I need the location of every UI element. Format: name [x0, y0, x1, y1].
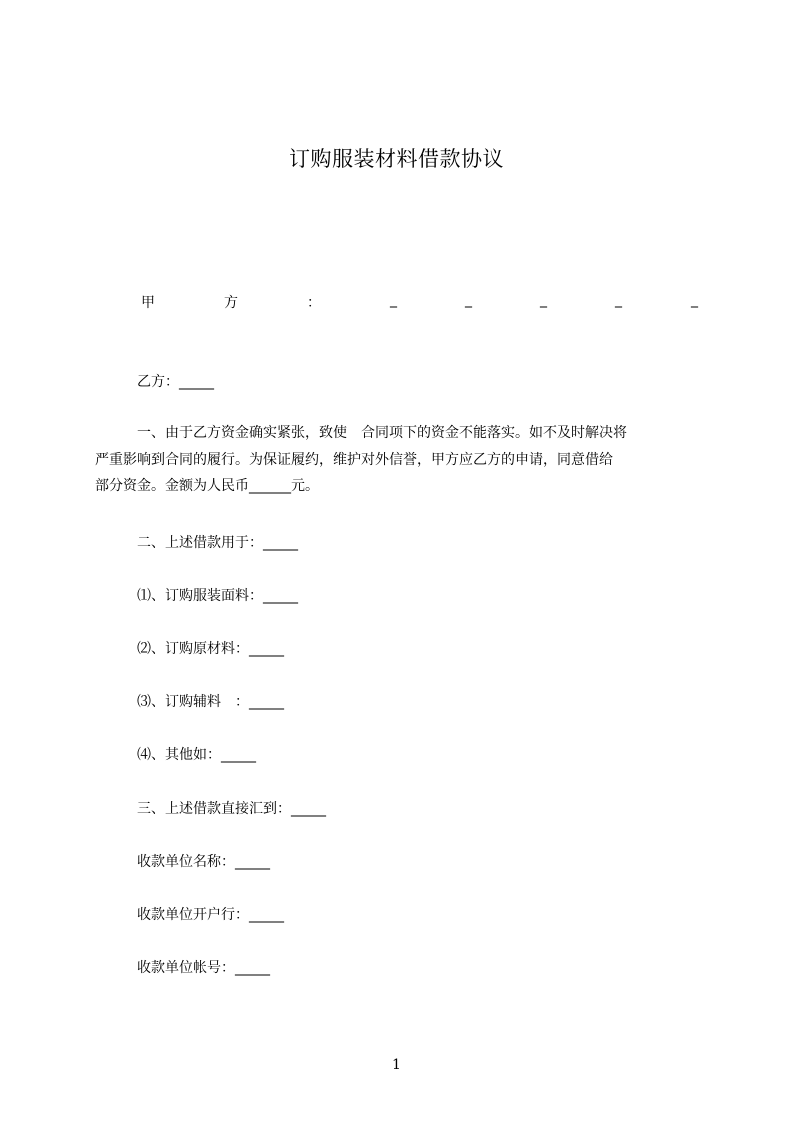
party-a-blank: _ [615, 292, 622, 308]
payee-bank-line: 收款单位开户行：_____ [137, 907, 284, 923]
clause-1-line: 严重影响到合同的履行。为保证履约，维护对外信誉，甲方应乙方的申请，同意借给 [95, 451, 613, 468]
party-a-label-char: 方 [224, 295, 238, 311]
party-a-label-char: 甲 [141, 295, 155, 311]
party-a-blank: _ [390, 292, 397, 308]
party-a-blank: _ [691, 292, 698, 308]
party-a-blank: _ [540, 292, 547, 308]
item-line: ⑵、订购原材料：_____ [137, 641, 284, 657]
clause-1-line: 一、由于乙方资金确实紧张，致使 合同项下的资金不能落实。如不及时解决将 [137, 425, 627, 441]
payee-account-line: 收款单位帐号：_____ [137, 960, 270, 976]
clause-3-line: 三、上述借款直接汇到：_____ [137, 801, 326, 817]
page-number: 1 [392, 1057, 401, 1073]
clause-1-line: 部分资金。金额为人民币______元。 [95, 478, 319, 494]
party-a-line [137, 292, 703, 312]
clause-2-line: 二、上述借款用于：_____ [137, 535, 298, 551]
document-title: 订购服装材料借款协议 [289, 147, 504, 171]
party-a-colon: ： [307, 295, 321, 311]
clause-1-paragraph [93, 420, 703, 500]
payee-name-line: 收款单位名称：_____ [137, 854, 270, 870]
item-line: ⑷、其他如：_____ [137, 747, 256, 763]
item-line: ⑶、订购辅料 ：_____ [137, 694, 284, 710]
party-a-blank: _ [465, 292, 472, 308]
party-b-line: 乙方：_____ [137, 374, 214, 390]
item-line: ⑴、订购服装面料：_____ [137, 588, 298, 604]
